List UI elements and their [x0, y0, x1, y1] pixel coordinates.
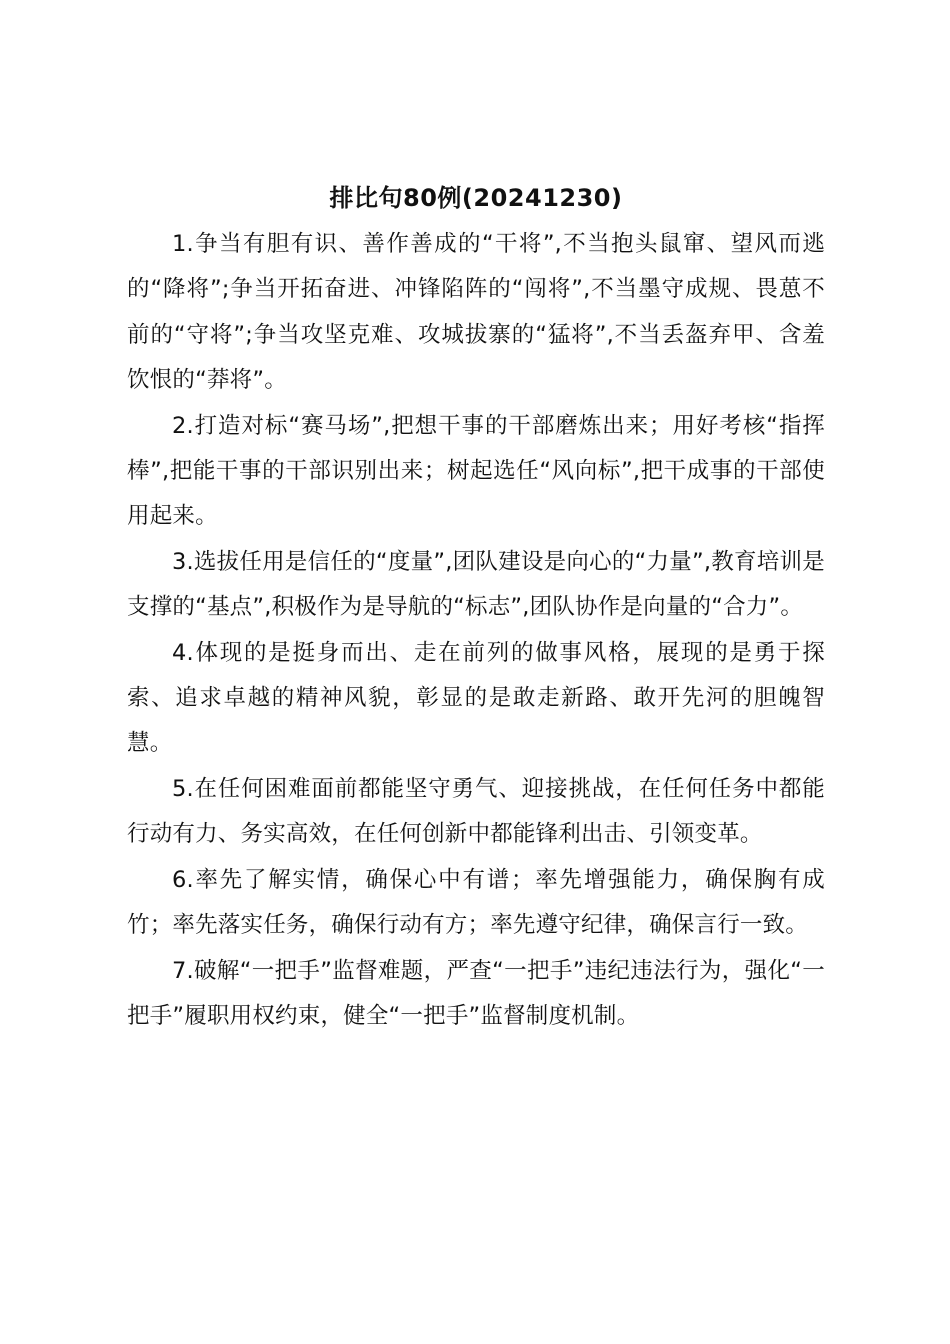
paragraph-5: 5.在任何困难面前都能坚守勇气、迎接挑战，在任何任务中都能行动有力、务实高效，在任何创新中都能锋利出击、引领变革。	[127, 775, 825, 848]
document-title: 排比句80例(20241230)	[329, 184, 623, 212]
document-page	[127, 176, 825, 1039]
paragraph-3: 3.选拔任用是信任的“度量”,团队建设是向心的“力量”,教育培训是支撑的“基点”,积极作为是导航的“标志”,团队协作是向量的“合力”。	[127, 548, 825, 621]
paragraph-6: 6.率先了解实情，确保心中有谱；率先增强能力，确保胸有成竹；率先落实任务，确保行动有方；率先遵守纪律，确保言行一致。	[127, 866, 825, 939]
paragraph-1: 1.争当有胆有识、善作善成的“干将”,不当抱头鼠窜、望风而逃的“降将”;争当开拓奋进、冲锋陷阵的“闯将”,不当墨守成规、畏葸不前的“守将”;争当攻坚克难、攻城拔寨的“猛将”,不当丢盔弃甲、含羞饮恨的“莽将”。	[127, 231, 825, 394]
paragraph-2: 2.打造对标“赛马场”,把想干事的干部磨炼出来；用好考核“指挥棒”,把能干事的干部识别出来；树起选任“风向标”,把干成事的干部使用起来。	[127, 412, 825, 530]
paragraph-4: 4.体现的是挺身而出、走在前列的做事风格，展现的是勇于探索、追求卓越的精神风貌，彰显的是敢走新路、敢开先河的胆魄智慧。	[127, 639, 825, 757]
paragraph-7: 7.破解“一把手”监督难题，严查“一把手”违纪违法行为，强化“一把手”履职用权约束，健全“一把手”监督制度机制。	[127, 957, 825, 1029]
